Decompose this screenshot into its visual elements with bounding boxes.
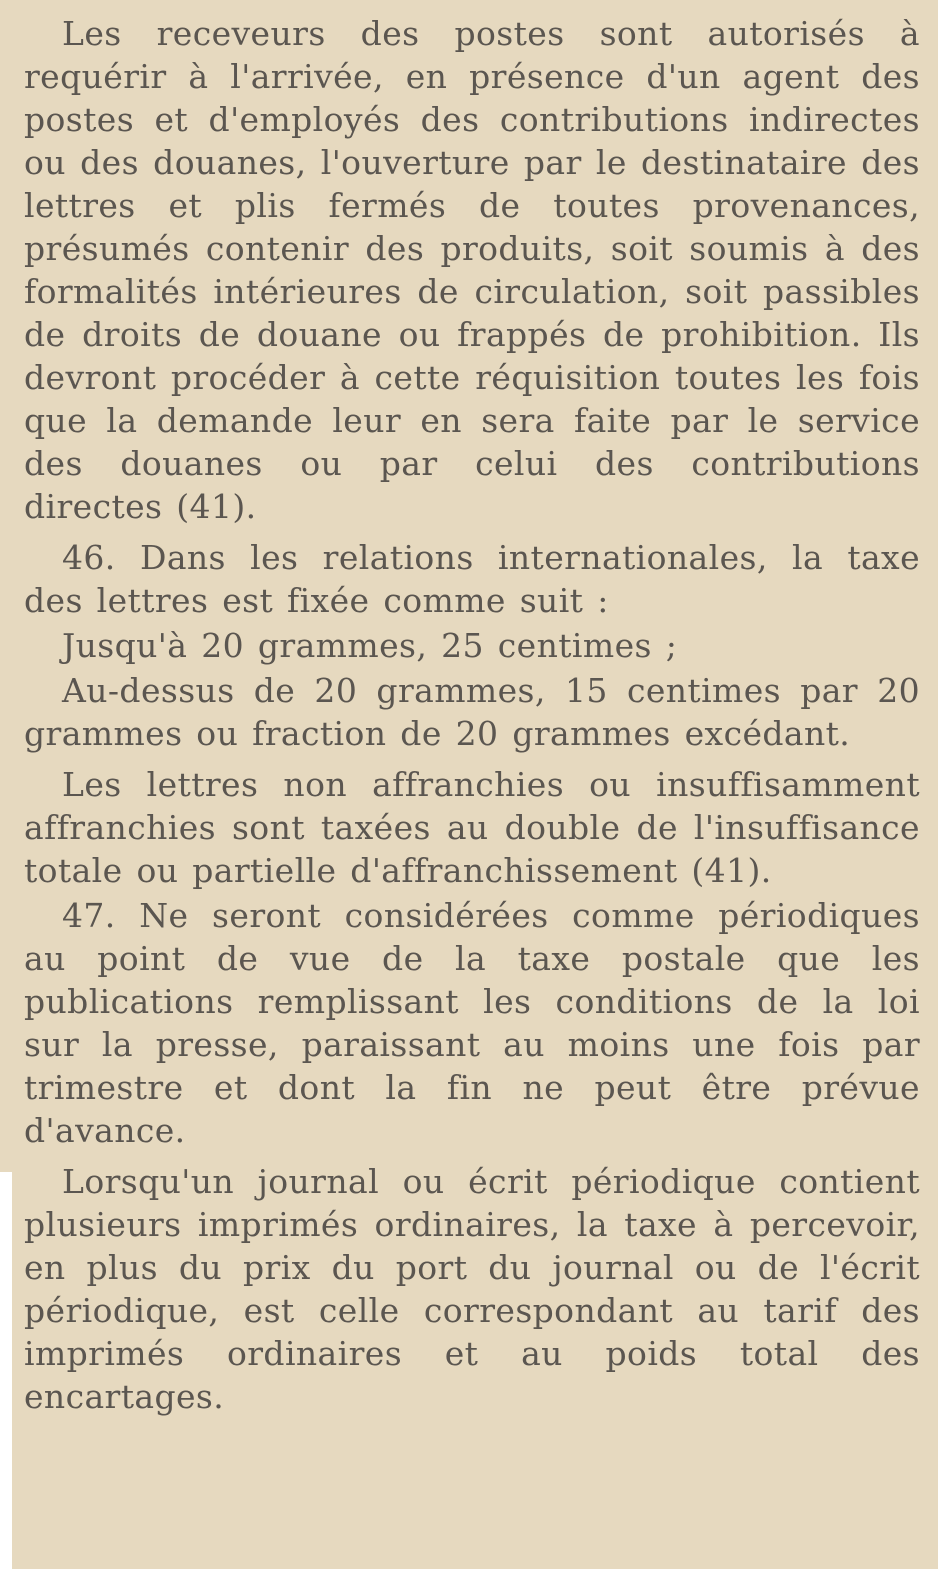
paragraph-article-46: 46. Dans les relations internationales, la taxe des lettres est fixée comme suit :: [24, 538, 920, 620]
paragraph-receveurs: Les receveurs des postes sont autorisés à requérir à l'arrivée, en présence d'un agent des postes et d'employés des contributions indirectes ou des douanes, l'ouverture par le destinataire des lettres et plis fermés de toutes provenances, présumés contenir des produits, soit soumis à des formalités intérieures de circulation, soit passibles de droits de douane ou frappés de prohibition. Ils devront procéder à cette réquisition toutes les fois que la demande leur en sera faite par le service des douanes ou par celui des contributions directes (41).: [24, 14, 920, 526]
paragraph-journal-periodique: Lorsqu'un journal ou écrit périodique contient plusieurs imprimés ordinaires, la taxe à percevoir, en plus du prix du port du journal ou de l'écrit périodique, est celle correspondant au tarif des imprimés ordinaires et au poids total des encartages.: [24, 1162, 920, 1416]
text-column: [24, 12, 920, 1418]
paragraph-tarif-excedent: Au-dessus de 20 grammes, 15 centimes par 20 grammes ou fraction de 20 grammes excédant.: [24, 671, 920, 753]
paragraph-article-47: 47. Ne seront considérées comme périodiques au point de vue de la taxe postale que les publications remplissant les conditions de la loi sur la presse, paraissant au moins une fois par trimestre et dont la fin ne peut être prévue d'avance.: [24, 896, 920, 1150]
paragraph-tarif-20g: Jusqu'à 20 grammes, 25 centimes ;: [62, 626, 678, 665]
paragraph-lettres-non-affranchies: Les lettres non affranchies ou insuffisamment affranchies sont taxées au double de l'insuffisance totale ou partielle d'affranchissement (41).: [24, 765, 920, 890]
page-edge: [0, 1172, 12, 1569]
